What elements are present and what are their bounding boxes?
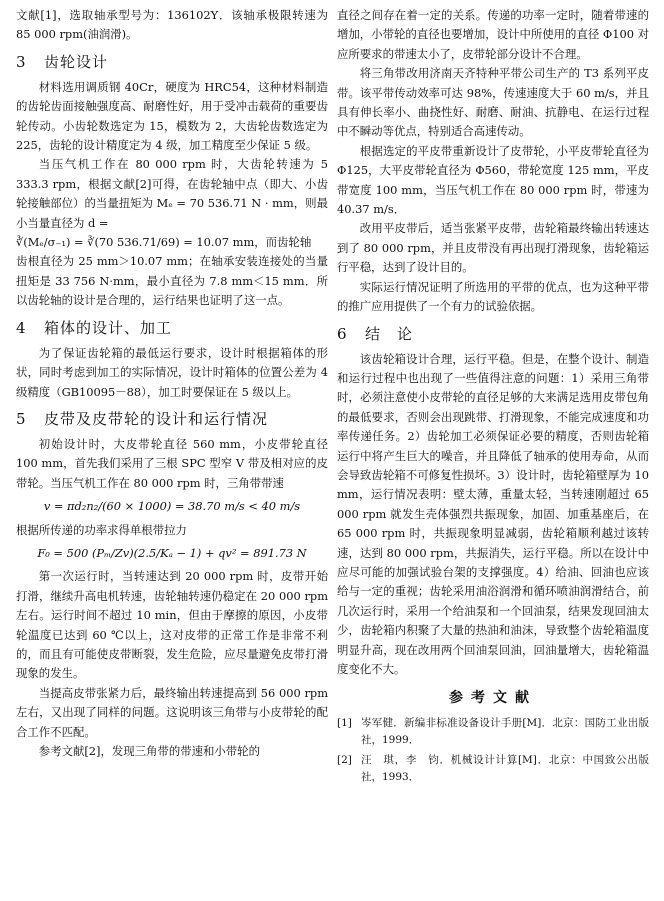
reference-number: [1] — [337, 716, 352, 729]
section-title: 齿轮设计 — [44, 52, 109, 71]
paragraph: 当压气机工作在 80 000 rpm 时，大齿轮转速为 5 333.3 rpm，根据文献[2]可得，在齿轮轴中点（即大、小齿轮接触部位）的当量扭矩为 Mₑ = 70 536.71 N · mm，则最小当量直径为 d = — [16, 157, 328, 230]
references-title: 参考文献 — [449, 690, 537, 707]
right-column — [337, 6, 649, 789]
section-number: 6 — [337, 324, 348, 343]
section-number: 4 — [16, 318, 27, 337]
equation-belt-speed: v = πd₂n₂/(60 × 1000) = 38.70 m/s < 40 m/s — [43, 499, 301, 514]
section-4-heading — [16, 317, 328, 339]
paragraph: 该齿轮箱设计合理，运行平稳。但是，在整个设计、制造和运行过程中也出现了一些值得注意的问题：1）采用三角带时，必须注意使小皮带轮的直径足够的大来满足选用皮带包角的最低要求，否则会出现跳带、打滑现象，不能完成速度和功率传递任务。2）齿轮加工必须保证必要的精度，否则齿轮箱运行中将产生巨大的噪音，并且降低了轴承的使用寿命，从而会导致齿轮箱不可修复性损坏。3）设计时，齿轮箱壁厚为 10 mm，运行情况表明：壁太薄，重量太轻，当转速刚超过 65 000 rpm 就发生壳体强烈共振现象，加固、加重基座后，在 65 000 rpm 时，共振现象明显减弱，齿轮箱顺利越过该转速，达到 80 000 rpm，共振消失，运行平稳。所以在设计中应尽可能的加强试验台架的支撑强度。4）给油、回油也应该给与一定的重视；齿轮采用油浴润滑和循环喷油润滑结合，前几次运行时，采用一个给油泵和一个回油泵，结果发现回油太少，齿轮箱内积聚了大量的热油和油沫，导致整个齿轮箱温度明显升高，现在改用两个回油泵回油，回油量增大，齿轮箱温度变化不大。 — [337, 351, 649, 676]
paragraph: 第一次运行时，当转速达到 20 000 rpm 时，皮带开始打滑，继续升高电机转速，齿轮轴转速仍稳定在 20 000 rpm 左右。运行时间不超过 10 min，但由于摩擦的原因，小皮带轮温度已达到 60 ℃以上，这对皮带的正常工作是非常不利的，而且有可能使皮带断裂，发生危险，应尽量避免皮带打滑现象的发生。 — [16, 569, 328, 681]
section-title: 皮带及皮带轮的设计和运行情况 — [44, 409, 269, 428]
section-6-heading — [337, 323, 649, 345]
reference-item — [337, 715, 649, 749]
paragraph: 根据选定的平皮带重新设计了皮带轮，小平皮带轮直径为 Φ125，大平皮带轮直径为 Φ560，带轮宽度 125 mm，平皮带宽度 100 mm，当压气机工作在 80 000 rpm 时，带速为 40.37 m/s． — [337, 143, 649, 217]
intro-paragraph: 文献[1]，选取轴承型号为：136102Y．该轴承极限转速为 85 000 rpm(油润滑)。 — [16, 8, 328, 42]
equation-inline: ∛(Mₑ/σ₋₁) = ∛(70 536.71/69) = 10.07 mm，而齿轮轴 — [16, 235, 312, 250]
paragraph: 直径之间存在着一定的关系。传递的功率一定时，随着带速的增加，小带轮的直径也要增加，设计中所使用的直径 Φ100 对应所要求的带速太小了，皮带轮部分设计不合理。 — [337, 8, 649, 61]
paragraph: 将三角带改用济南天齐特种平带公司生产的 T3 系列平皮带。该平带传动效率可达 98%，传速速度大于 60 m/s，并且具有伸长率小、曲挠性好、耐磨、耐油、抗静电、在运行过程中不瞬动等优点，特别适合高速传动。 — [337, 66, 649, 139]
paragraph: 当提高皮带张紧力后，最终输出转速提高到 56 000 rpm 左右，又出现了同样的问题。这说明该三角带与小皮带轮的配合工作不匹配。 — [16, 685, 328, 739]
paragraph: 根据所传递的功率求得单根带拉力 — [16, 522, 187, 537]
reference-text: 汪 琪，李 钧．机械设计计算[M]．北京：中国致公出版社，1993． — [361, 753, 649, 783]
reference-item — [337, 752, 649, 786]
paragraph: 材料选用调质钢 40Cr，硬度为 HRC54，这种材料制造的齿轮齿面接触强度高、耐磨性好，用于受冲击载荷的重要齿轮传动。小齿轮数选定为 15，模数为 2，大齿轮齿数选定为 225，齿轮的设计精度定为 4 级，加工精度至少保证 5 级。 — [16, 79, 328, 153]
section-title: 箱体的设计、加工 — [44, 318, 173, 337]
section-title: 结 论 — [365, 324, 414, 343]
section-5-heading — [16, 408, 328, 430]
reference-text: 岑军健．新编非标准设备设计手册[M]．北京：国防工业出版社，1999． — [361, 716, 649, 746]
reference-number: [2] — [337, 753, 352, 766]
left-column — [16, 6, 328, 761]
paragraph: 参考文献[2]，发现三角带的带速和小带轮的 — [38, 744, 260, 758]
paragraph: 齿根直径为 25 mm＞10.07 mm；在轴承安装连接处的当量扭矩是 33 756 N·mm，最小直径为 7.8 mm＜15 mm．所以齿轮轴的设计是合理的，运行结果也证明了这一点。 — [16, 254, 328, 308]
paragraph: 实际运行情况证明了所选用的平带的优点，也为这种平带的推广应用提供了一个有力的试验依据。 — [337, 279, 649, 314]
equation-belt-tension: F₀ = 500 (Pₘ/Zv)(2.5/Kₐ − 1) + qv² = 891.73 N — [37, 545, 307, 560]
section-3-heading — [16, 51, 328, 73]
section-number: 5 — [16, 409, 27, 428]
paragraph: 改用平皮带后，适当张紧平皮带，齿轮箱最终输出转速达到了 80 000 rpm，并且皮带没有再出现打滑现象，齿轮箱运行平稳，达到了设计目的。 — [337, 221, 649, 275]
paragraph: 初始设计时，大皮带轮直径 560 mm，小皮带轮直径 100 mm，首先我们采用了三根 SPC 型窄 V 带及相对应的皮带轮。当压气机工作在 80 000 rpm 时，三角带带速 — [16, 436, 328, 490]
paragraph: 为了保证齿轮箱的最低运行要求，设计时根据箱体的形状，同时考虑到加工的实际情况，设计时箱体的位置公差为 4 级精度（GB10095－88），加工时要保证在 5 级以上。 — [16, 345, 328, 399]
section-number: 3 — [16, 52, 27, 71]
